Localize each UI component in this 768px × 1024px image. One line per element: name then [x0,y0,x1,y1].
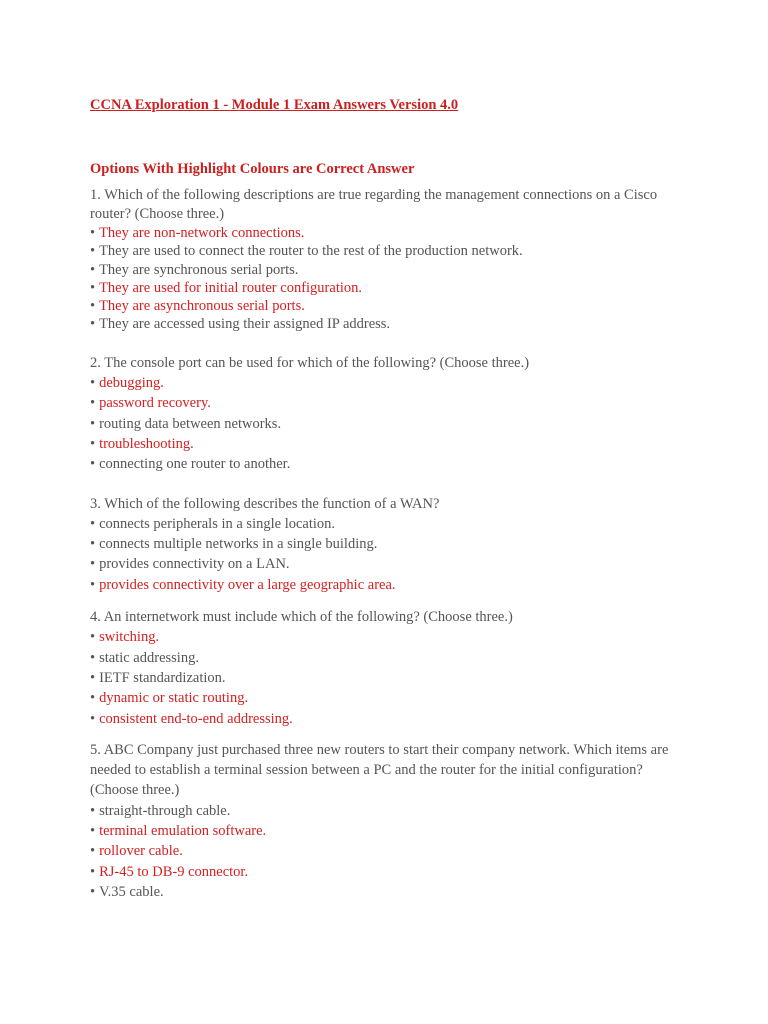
answer-option [90,224,690,242]
question-text: 2. The console port can be used for which of the following? (Choose three.) [90,354,530,371]
answer-option [90,709,690,729]
bullet-icon: • [90,536,96,553]
bullet-icon: • [90,883,96,900]
answer-option [90,279,690,297]
bullet-icon: • [90,843,96,860]
answer-option [90,668,690,688]
bullet-icon: • [90,375,96,392]
question-text: 3. Which of the following describes the function of a WAN? [90,495,440,512]
question-4 [90,607,690,729]
bullet-icon: • [90,298,96,315]
answer-options [90,801,690,902]
bullet-icon: • [90,576,96,593]
answer-option [90,627,690,647]
bullet-icon: • [90,261,96,278]
answer-option-text: They are asynchronous serial ports. [99,298,305,315]
question-text: 1. Which of the following descriptions are true regarding the management connections on a Cisco router? (Choose three.) [90,187,658,222]
bullet-icon: • [90,395,96,412]
answer-options [90,514,690,595]
answer-option-text: They are non-network connections. [99,225,305,241]
answer-option [90,801,690,821]
question-1 [90,186,690,334]
answer-option [90,821,690,841]
question-5 [90,740,690,902]
answer-option [90,688,690,708]
bullet-icon: • [90,690,96,707]
answer-option [90,454,690,474]
answer-option-text: debugging. [99,375,164,392]
bullet-icon: • [90,435,96,452]
question-3 [90,494,690,595]
bullet-icon: • [90,515,96,532]
answer-option [90,841,690,861]
answer-option [90,534,690,554]
answer-option-text: rollover cable. [99,843,183,860]
answer-option-text: provides connectivity over a large geographic area. [99,576,396,593]
answer-option [90,373,690,393]
answer-option-text: consistent end-to-end addressing. [99,710,293,727]
answer-options [90,627,690,728]
answer-option-text: switching. [99,629,160,646]
bullet-icon: • [90,415,96,432]
answer-option-text: connecting one router to another. [99,456,291,473]
bullet-icon: • [90,456,96,473]
document-page [90,94,690,902]
bullet-icon: • [90,863,96,880]
bullet-icon: • [90,802,96,819]
document-subtitle: Options With Highlight Colours are Correct Answer [90,161,415,177]
answer-option [90,261,690,279]
question-text: 4. An internetwork must include which of the following? (Choose three.) [90,609,513,626]
answer-option [90,575,690,595]
answer-option-text: static addressing. [99,649,199,666]
answer-option-text: password recovery. [99,395,211,412]
answer-option-text: They are synchronous serial ports. [99,261,299,278]
answer-option-text: They are used to connect the router to the rest of the production network. [99,243,523,260]
answer-option [90,414,690,434]
answer-option [90,862,690,882]
bullet-icon: • [90,629,96,646]
bullet-icon: • [90,556,96,573]
answer-option-text: connects multiple networks in a single building. [99,536,378,553]
answer-option-text: They are accessed using their assigned IP address. [99,316,391,333]
answer-option [90,242,690,260]
question-2 [90,353,690,475]
answer-option-text: RJ-45 to DB-9 connector. [99,863,249,880]
answer-option [90,648,690,668]
bullet-icon: • [90,279,96,296]
answer-option-text: They are used for initial router configuration. [99,279,362,296]
answer-option-text: provides connectivity on a LAN. [99,556,290,573]
question-text: 5. ABC Company just purchased three new routers to start their company network. Which items are needed to establish a terminal session between a PC and the router for the initial configuration? (Choose three.) [90,741,669,799]
answer-option-text: IETF standardization. [99,669,226,686]
document-title: CCNA Exploration 1 - Module 1 Exam Answers Version 4.0 [90,97,459,113]
answer-option-text: straight-through cable. [99,802,231,819]
answer-option-text: routing data between networks. [99,415,282,432]
answer-option-text: terminal emulation software. [99,823,267,840]
answer-option [90,434,690,454]
bullet-icon: • [90,316,96,333]
answer-option-text: dynamic or static routing. [99,690,249,707]
bullet-icon: • [90,243,96,260]
bullet-icon: • [90,710,96,727]
bullet-icon: • [90,649,96,666]
answer-option [90,297,690,315]
answer-options [90,224,690,334]
answer-option-text: connects peripherals in a single location. [99,515,336,532]
answer-option-text: V.35 cable. [99,883,164,900]
answer-options [90,373,690,474]
answer-option [90,554,690,574]
bullet-icon: • [90,669,96,686]
answer-option [90,514,690,534]
answer-option [90,393,690,413]
answer-option [90,882,690,902]
answer-option-text: troubleshooting. [99,435,194,452]
bullet-icon: • [90,225,96,241]
answer-option [90,315,690,333]
bullet-icon: • [90,823,96,840]
